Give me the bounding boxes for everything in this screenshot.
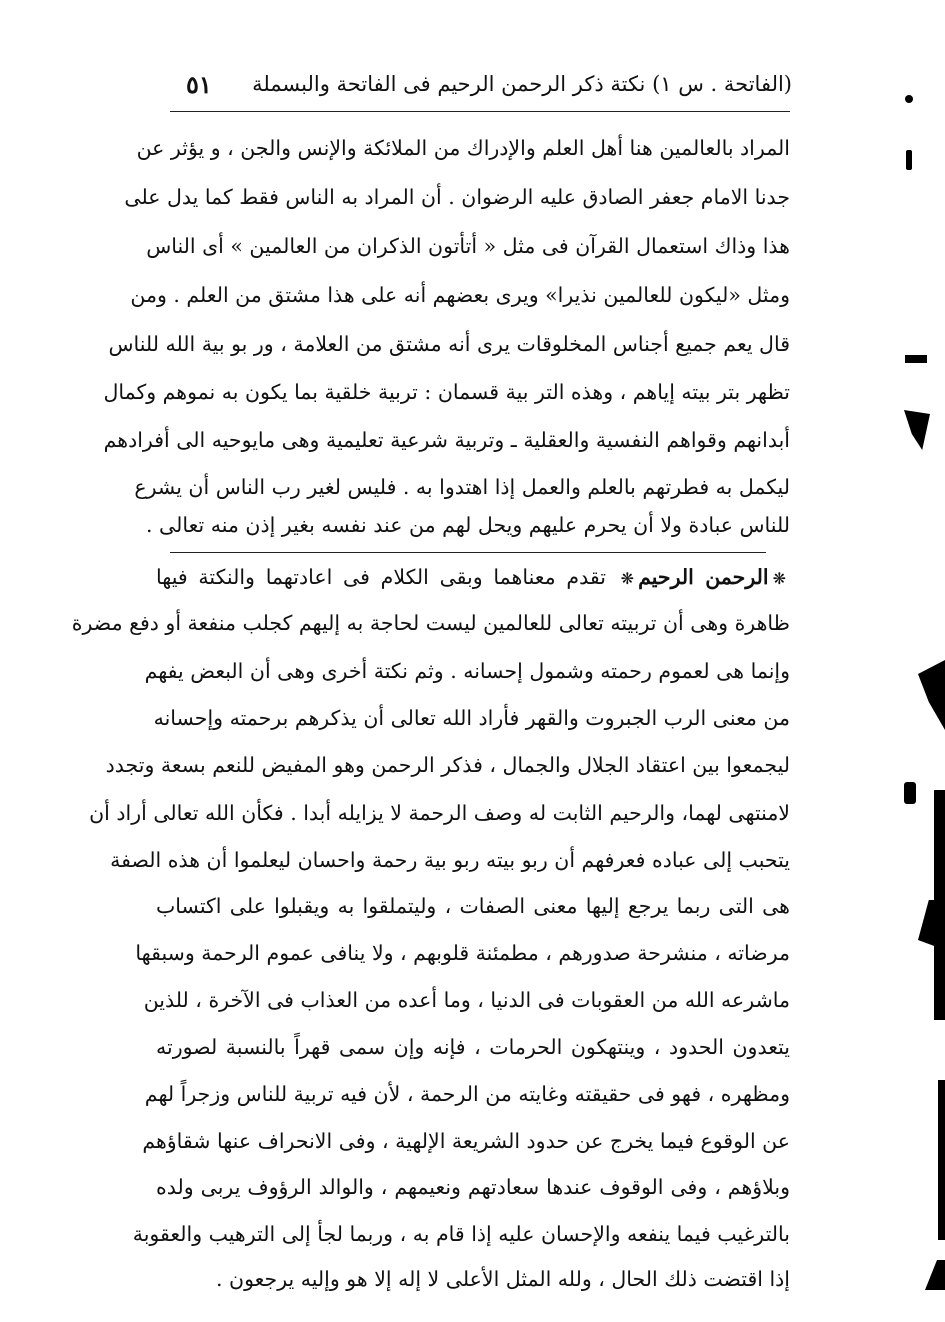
text-line: ليجمعوا بين اعتقاد الجلال والجمال ، فذكر الرحمن وهو المفيض للنعم بسعة وتجدد	[105, 753, 790, 777]
scan-edge-shadow	[918, 660, 945, 730]
text-line: وبلاؤهم ، وفى الوقوف عندها سعادتهم ونعيمهم ، والوالد الرؤوف يربى ولده	[156, 1175, 790, 1199]
scan-speck	[904, 782, 916, 804]
section-first-line	[156, 557, 790, 597]
text-line: ماشرعه الله من العقوبات فى الدنيا ، وما أعده من العذاب فى الآخرة ، للذين	[143, 988, 790, 1012]
text-line: أبدانهم وقواهم النفسية والعقلية ـ وتربية شرعية تعليمية وهى مايوحيه الى أفرادهم	[103, 428, 790, 452]
text-line: قال يعم جميع أجناس المخلوقات يرى أنه مشتق من العلامة ، ور بو بية الله للناس	[108, 332, 790, 356]
text-line: ومظهره ، فهو فى حقيقته وغايته من الرحمة ، لأن فيه تربية للناس وزجراً لهم	[144, 1082, 790, 1106]
text-line: هى التى ربما يرجع إليها معنى الصفات ، وليتملقوا به ويقبلوا على اكتساب	[156, 894, 790, 918]
scan-speck	[906, 150, 912, 170]
section-rule	[170, 552, 766, 553]
text-line: ومثل «ليكون للعالمين نذيرا» ويرى بعضهم أنه على هذا مشتق من العلم . ومن	[130, 283, 790, 307]
ornament-right: ❋	[772, 569, 786, 588]
text-line: يتعدون الحدود ، وينتهكون الحرمات ، فإنه وإن سمى قهراً بالنسبة لصورته	[156, 1035, 790, 1059]
text-line: من معنى الرب الجبروت والقهر فأراد الله تعالى أن يذكرهم برحمته وإحسانه	[153, 706, 790, 730]
text-line: تظهر بتر بيته إياهم ، وهذه التر بية قسمان : تربية خلقية بما يكون به نموهم وكمال	[103, 380, 790, 404]
text-line: مرضاته ، منشرحة صدورهم ، مطمئنة قلوبهم ، ولا ينافى عموم الرحمة وسبقها	[135, 941, 790, 965]
text-line: وإنما هى لعموم رحمته وشمول إحسانه . وثم نكتة أخرى وهى أن البعض يفهم	[144, 659, 790, 683]
scan-edge-shadow	[938, 1080, 945, 1240]
text-line: يتحبب إلى عباده فعرفهم أن ربو بيته ربو بية رحمة واحسان ليعلموا أن هذه الصفة	[110, 848, 790, 872]
scan-edge-shadow	[925, 1260, 945, 1290]
text-line: بالترغيب فيما ينفعه والإحسان عليه إذا قام به ، وربما لجأ إلى الترهيب والعقوبة	[132, 1222, 790, 1246]
text-line: المراد بالعالمين هنا أهل العلم والإدراك من الملائكة والإنس والجن ، و يؤثر عن	[136, 136, 790, 160]
page-number: ٥١	[186, 70, 212, 99]
text-line: جدنا الامام جعفر الصادق عليه الرضوان . أن المراد به الناس فقط كما يدل على	[124, 185, 790, 209]
running-header	[168, 68, 792, 108]
text-line: ليكمل به فطرتهم بالعلم والعمل إذا اهتدوا به . فليس لغير رب الناس أن يشرع	[134, 475, 790, 499]
section-heading: الرحمن الرحيم	[638, 565, 769, 589]
text-line: عن الوقوع فيما يخرج عن حدود الشريعة الإلهية ، وفى الانحراف عنها شقاؤهم	[142, 1129, 790, 1153]
scan-edge-shadow	[918, 900, 945, 950]
header-rule	[170, 111, 790, 112]
scan-speck	[905, 95, 913, 103]
ornament-left: ❋	[620, 569, 635, 588]
section-first-line-text: تقدم معناهما وبقى الكلام فى اعادتهما والنكتة فيها	[156, 565, 606, 589]
text-line: للناس عبادة ولا أن يحرم عليهم ويحل لهم من عند نفسه بغير إذن منه تعالى .	[146, 513, 790, 537]
text-line: هذا وذاك استعمال القرآن فى مثل « أتأتون الذكران من العالمين » أى الناس	[146, 234, 790, 258]
text-line: ظاهرة وهى أن تربيته تعالى للعالمين ليست لحاجة به إليهم كجلب منفعة أو دفع مضرة	[71, 611, 790, 635]
scan-speck	[904, 410, 930, 450]
text-line: لامنتهى لهما، والرحيم الثابت له وصف الرحمة لا يزايله أبدا . فكأن الله تعالى أراد أن	[89, 801, 790, 825]
text-line: إذا اقتضت ذلك الحال ، ولله المثل الأعلى لا إله إلا هو وإليه يرجعون .	[215, 1267, 790, 1291]
header-title: (الفاتحة . س ١) نكتة ذكر الرحمن الرحيم فى الفاتحة والبسملة	[252, 72, 792, 96]
scan-speck	[905, 355, 927, 363]
